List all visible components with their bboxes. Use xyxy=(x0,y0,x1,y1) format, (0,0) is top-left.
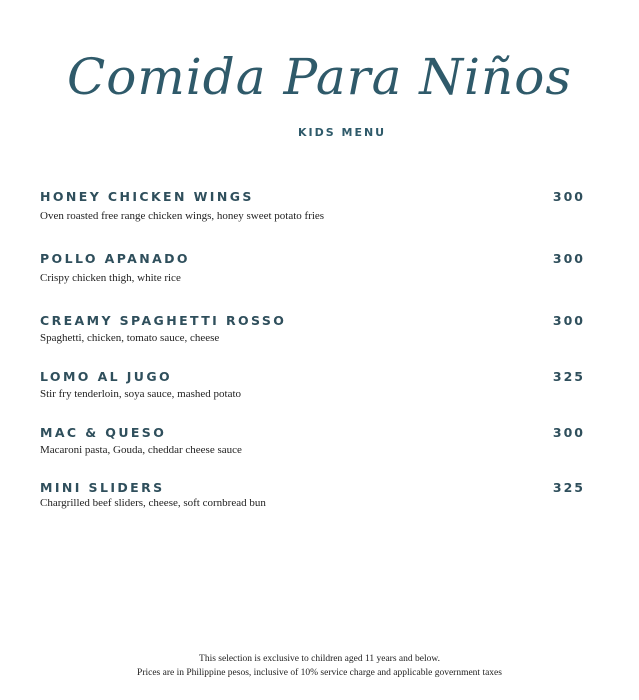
menu-title: Comida Para Niños xyxy=(67,48,572,106)
item-price: 325 xyxy=(552,369,585,384)
item-description: Crispy chicken thigh, white rice xyxy=(40,272,181,284)
footer-note: This selection is exclusive to children aged 11 years and below. xyxy=(199,654,440,664)
item-description: Oven roasted free range chicken wings, honey sweet potato fries xyxy=(40,210,325,222)
item-price: 325 xyxy=(552,480,585,495)
item-name: MINI SLIDERS xyxy=(40,480,165,495)
item-description: Stir fry tenderloin, soya sauce, mashed potato xyxy=(40,388,242,400)
item-price: 300 xyxy=(552,313,585,328)
item-name: LOMO AL JUGO xyxy=(40,369,173,384)
item-name: HONEY CHICKEN WINGS xyxy=(40,189,254,204)
item-name: CREAMY SPAGHETTI ROSSO xyxy=(40,313,287,328)
item-name: POLLO APANADO xyxy=(40,251,190,266)
menu-subtitle: KIDS MENU xyxy=(298,126,387,139)
menu-item xyxy=(40,190,585,223)
menu-item xyxy=(40,370,585,401)
menu-item xyxy=(40,314,585,345)
item-price: 300 xyxy=(552,251,585,266)
item-name: MAC & QUESO xyxy=(40,425,167,440)
footer-note: Prices are in Philippine pesos, inclusive of 10% service charge and applicable government taxes xyxy=(137,668,502,678)
item-description: Spaghetti, chicken, tomato sauce, cheese xyxy=(40,332,220,344)
item-price: 300 xyxy=(552,189,585,204)
menu-item xyxy=(40,426,585,457)
item-price: 300 xyxy=(552,425,585,440)
item-description: Macaroni pasta, Gouda, cheddar cheese sauce xyxy=(40,444,242,456)
menu-item xyxy=(40,481,585,510)
menu-item xyxy=(40,252,585,285)
item-description: Chargrilled beef sliders, cheese, soft cornbread bun xyxy=(40,497,266,509)
